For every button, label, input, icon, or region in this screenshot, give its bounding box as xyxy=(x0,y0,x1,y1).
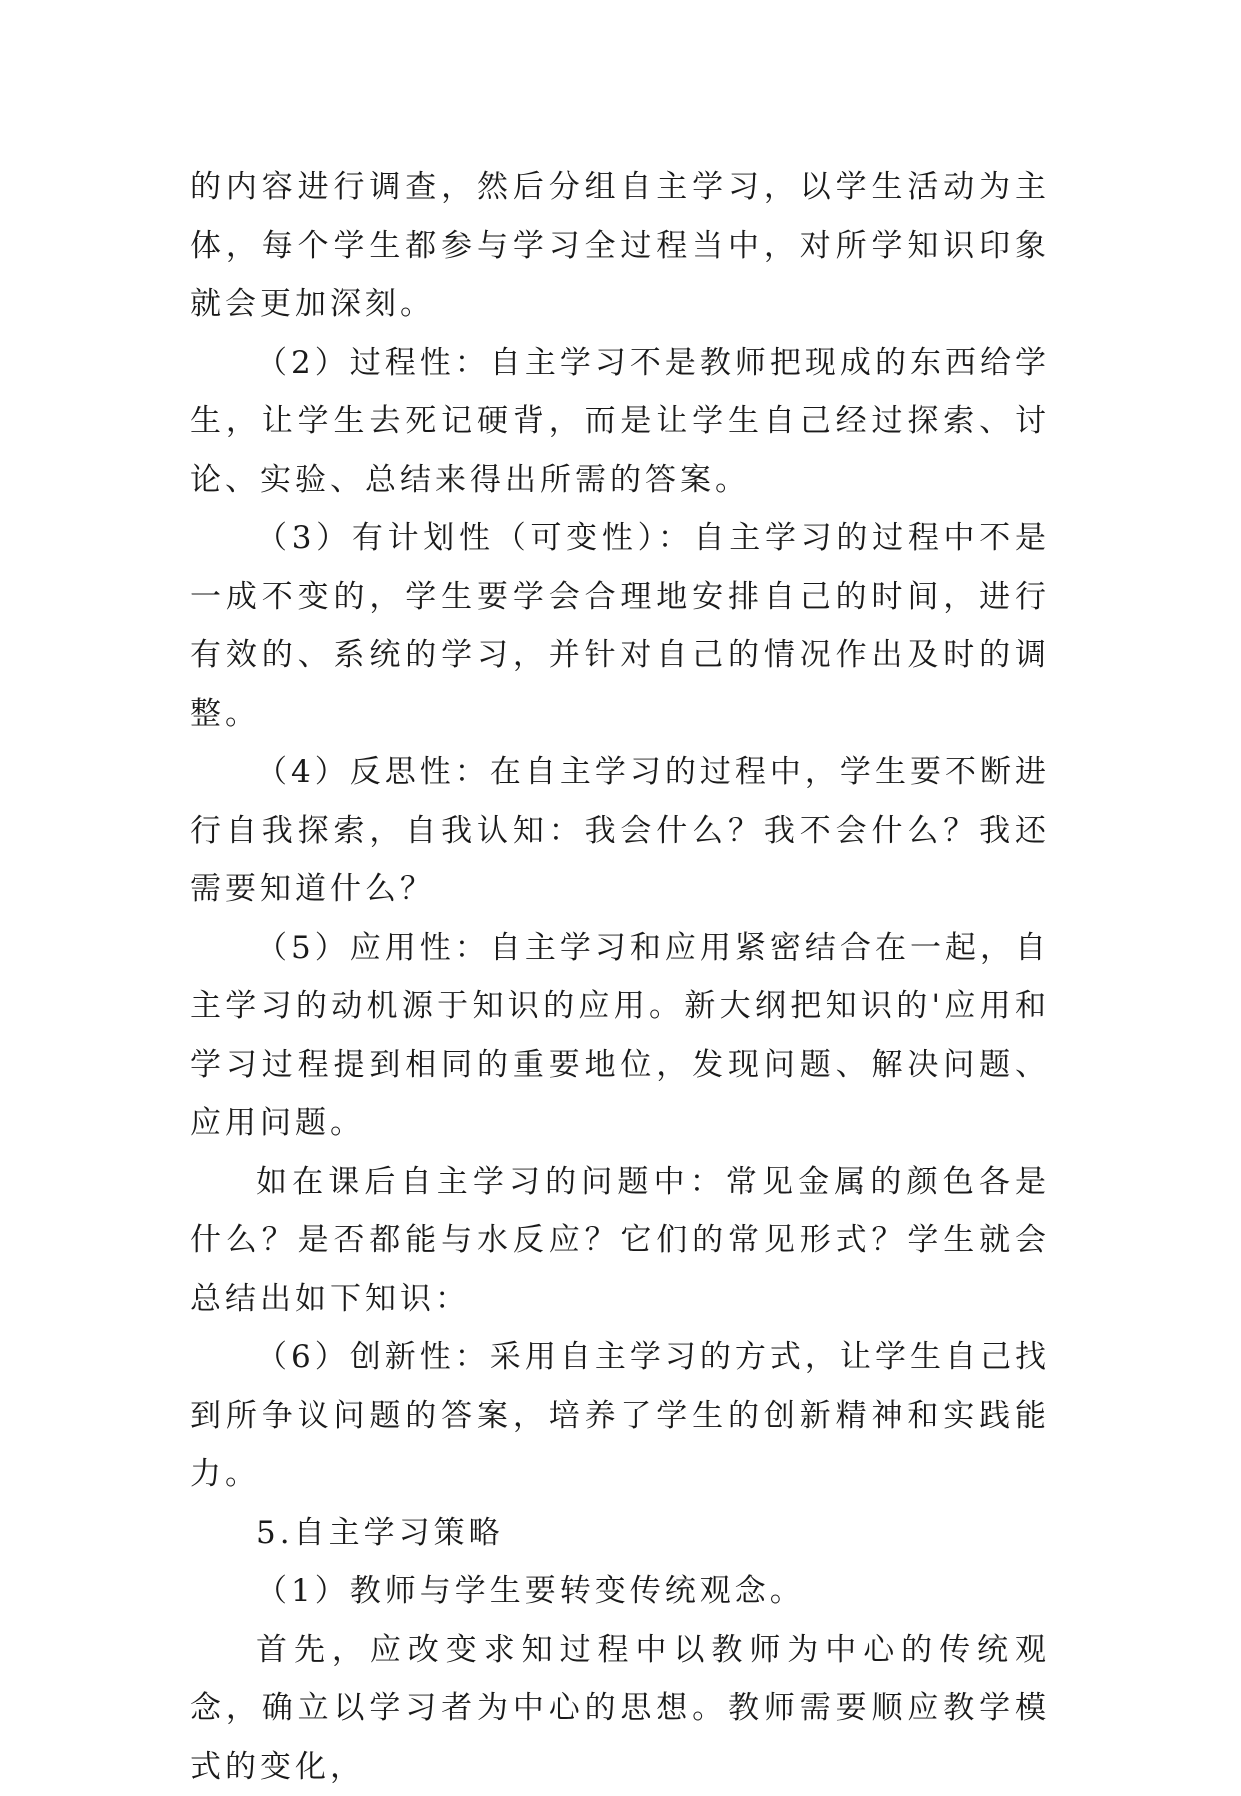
paragraph-reflection: （4）反思性：在自主学习的过程中，学生要不断进行自我探索，自我认知：我会什么？我不会什么？我还需要知道什么？ xyxy=(190,743,1050,919)
paragraph-application: （5）应用性：自主学习和应用紧密结合在一起，自主学习的动机源于知识的应用。新大纲把知识的'应用和学习过程提到相同的重要地位，发现问题、解决问题、应用问题。 xyxy=(190,919,1050,1153)
section-heading: 5.自主学习策略 xyxy=(190,1504,1050,1563)
paragraph-process: （2）过程性：自主学习不是教师把现成的东西给学生，让学生去死记硬背，而是让学生自己经过探索、讨论、实验、总结来得出所需的答案。 xyxy=(190,334,1050,510)
paragraph-continuation: 的内容进行调查，然后分组自主学习，以学生活动为主体，每个学生都参与学习全过程当中，对所学知识印象就会更加深刻。 xyxy=(190,158,1050,334)
paragraph-example: 如在课后自主学习的问题中：常见金属的颜色各是什么？是否都能与水反应？它们的常见形式？学生就会总结出如下知识： xyxy=(190,1153,1050,1329)
paragraph-innovation: （6）创新性：采用自主学习的方式，让学生自己找到所争议问题的答案，培养了学生的创新精神和实践能力。 xyxy=(190,1328,1050,1504)
document-page xyxy=(190,158,1050,1796)
paragraph-planning: （3）有计划性（可变性）：自主学习的过程中不是一成不变的，学生要学会合理地安排自己的时间，进行有效的、系统的学习，并针对自己的情况作出及时的调整。 xyxy=(190,509,1050,743)
paragraph-first: 首先，应改变求知过程中以教师为中心的传统观念，确立以学习者为中心的思想。教师需要顺应教学模式的变化， xyxy=(190,1621,1050,1796)
paragraph-strategy-1: （1）教师与学生要转变传统观念。 xyxy=(190,1562,1050,1621)
